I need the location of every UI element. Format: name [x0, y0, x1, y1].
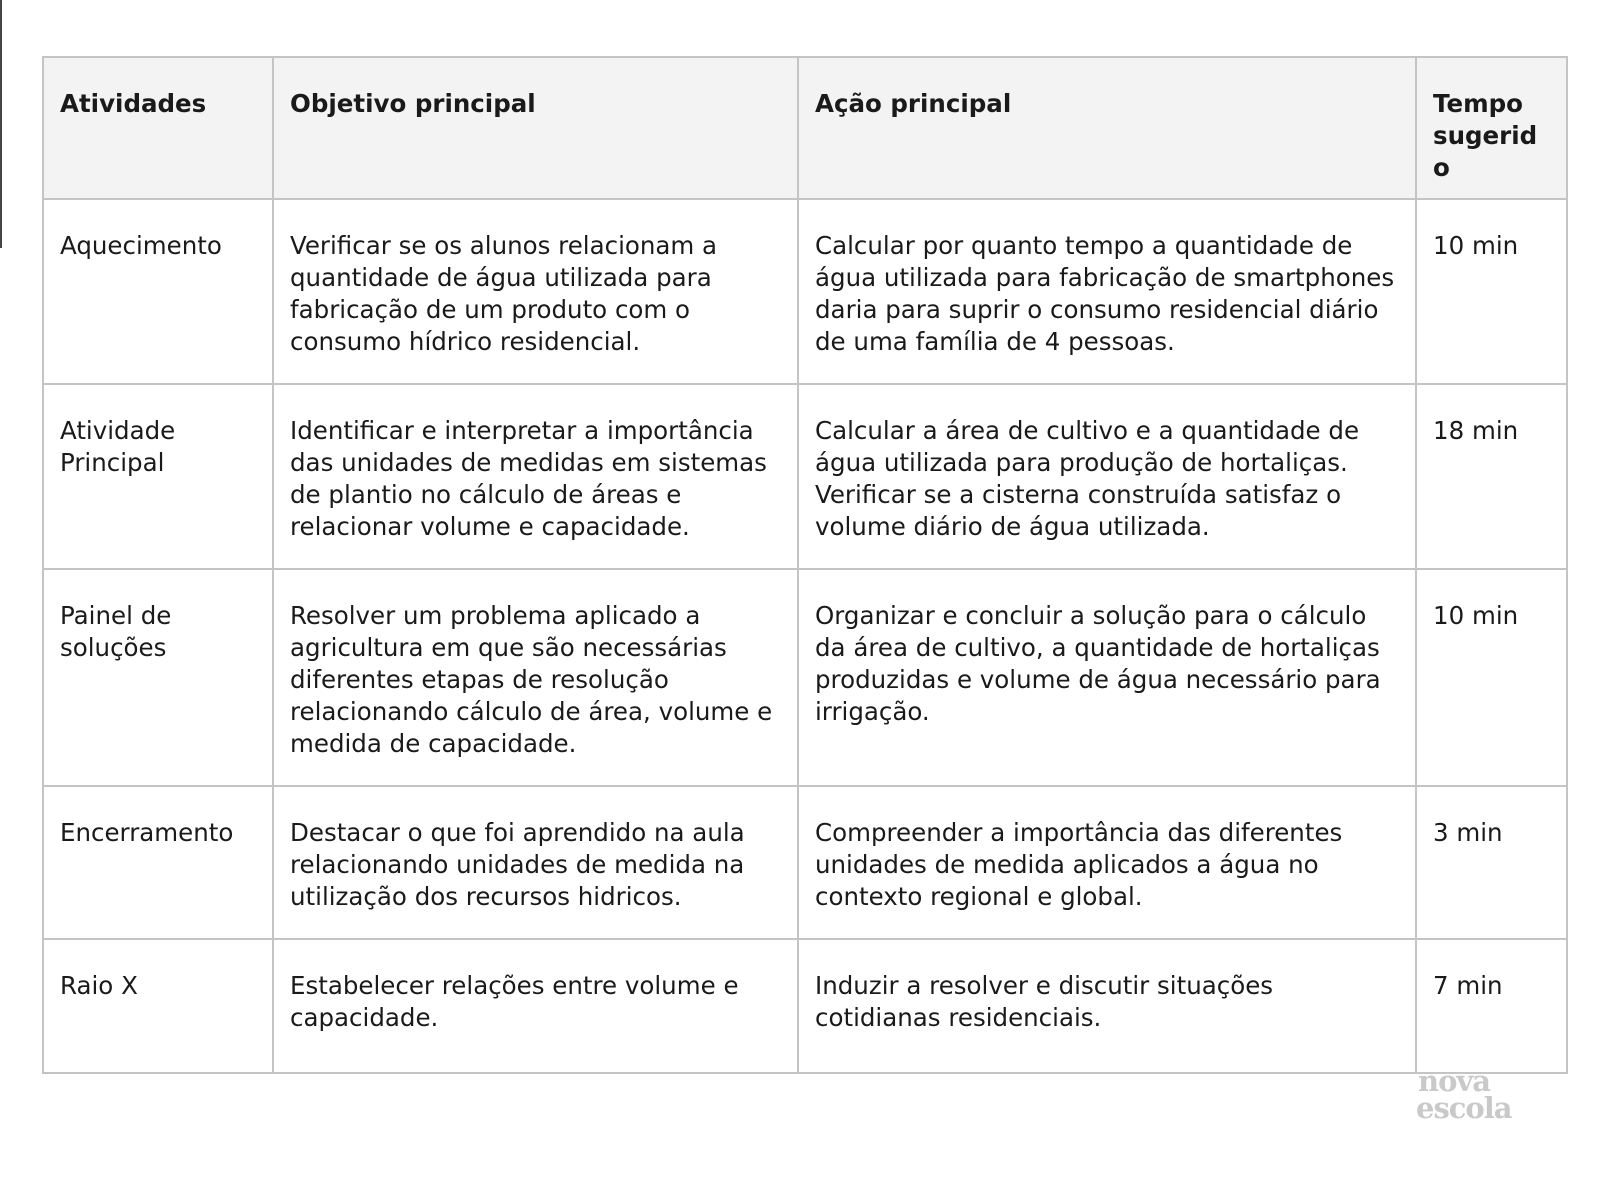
- table-row: [43, 786, 1567, 939]
- cell-tempo: 10 min: [1416, 569, 1567, 786]
- cell-tempo: 10 min: [1416, 199, 1567, 384]
- table-header: [43, 57, 1567, 199]
- left-margin-rule: [0, 0, 2, 248]
- table-row: [43, 569, 1567, 786]
- logo-line-nova: nova: [1418, 1064, 1491, 1098]
- cell-atividade: Painel de soluções: [43, 569, 273, 786]
- lesson-plan-table: [42, 56, 1568, 1074]
- cell-objetivo: Estabelecer relações entre volume e capacidade.: [273, 939, 798, 1073]
- cell-objetivo: Destacar o que foi aprendido na aula relacionando unidades de medida na utilização dos recursos hidricos.: [273, 786, 798, 939]
- cell-objetivo: Identificar e interpretar a importância das unidades de medidas em sistemas de plantio no cálculo de áreas e relacionar volume e capacidade.: [273, 384, 798, 569]
- cell-tempo: 7 min: [1416, 939, 1567, 1073]
- cell-acao: Organizar e concluir a solução para o cálculo da área de cultivo, a quantidade de hortaliças produzidas e volume de água necessário para irrigação.: [798, 569, 1416, 786]
- cell-atividade: Atividade Principal: [43, 384, 273, 569]
- cell-acao: Induzir a resolver e discutir situações cotidianas residenciais.: [798, 939, 1416, 1073]
- cell-atividade: Encerramento: [43, 786, 273, 939]
- nova-escola-logo: [1416, 1064, 1536, 1125]
- table-row: [43, 199, 1567, 384]
- header-tempo-sugerido: Tempo sugerido: [1416, 57, 1567, 199]
- header-objetivo-principal: Objetivo principal: [273, 57, 798, 199]
- cell-atividade: Raio X: [43, 939, 273, 1073]
- header-atividades: Atividades: [43, 57, 273, 199]
- table-body: [43, 199, 1567, 1073]
- cell-tempo: 3 min: [1416, 786, 1567, 939]
- cell-acao: Compreender a importância das diferentes unidades de medida aplicados a água no contexto regional e global.: [798, 786, 1416, 939]
- header-row: [43, 57, 1567, 199]
- header-acao-principal: Ação principal: [798, 57, 1416, 199]
- table-row: [43, 384, 1567, 569]
- cell-acao: Calcular por quanto tempo a quantidade de água utilizada para fabricação de smartphones daria para suprir o consumo residencial diário de uma família de 4 pessoas.: [798, 199, 1416, 384]
- cell-tempo: 18 min: [1416, 384, 1567, 569]
- table-row: [43, 939, 1567, 1073]
- cell-acao: Calcular a área de cultivo e a quantidade de água utilizada para produção de hortaliças. Verificar se a cisterna construída satisfaz o volume diário de água utilizada.: [798, 384, 1416, 569]
- cell-atividade: Aquecimento: [43, 199, 273, 384]
- logo-line-escola: escola: [1416, 1091, 1512, 1125]
- cell-objetivo: Verificar se os alunos relacionam a quantidade de água utilizada para fabricação de um produto com o consumo hídrico residencial.: [273, 199, 798, 384]
- cell-objetivo: Resolver um problema aplicado a agricultura em que são necessárias diferentes etapas de resolução relacionando cálculo de área, volume e medida de capacidade.: [273, 569, 798, 786]
